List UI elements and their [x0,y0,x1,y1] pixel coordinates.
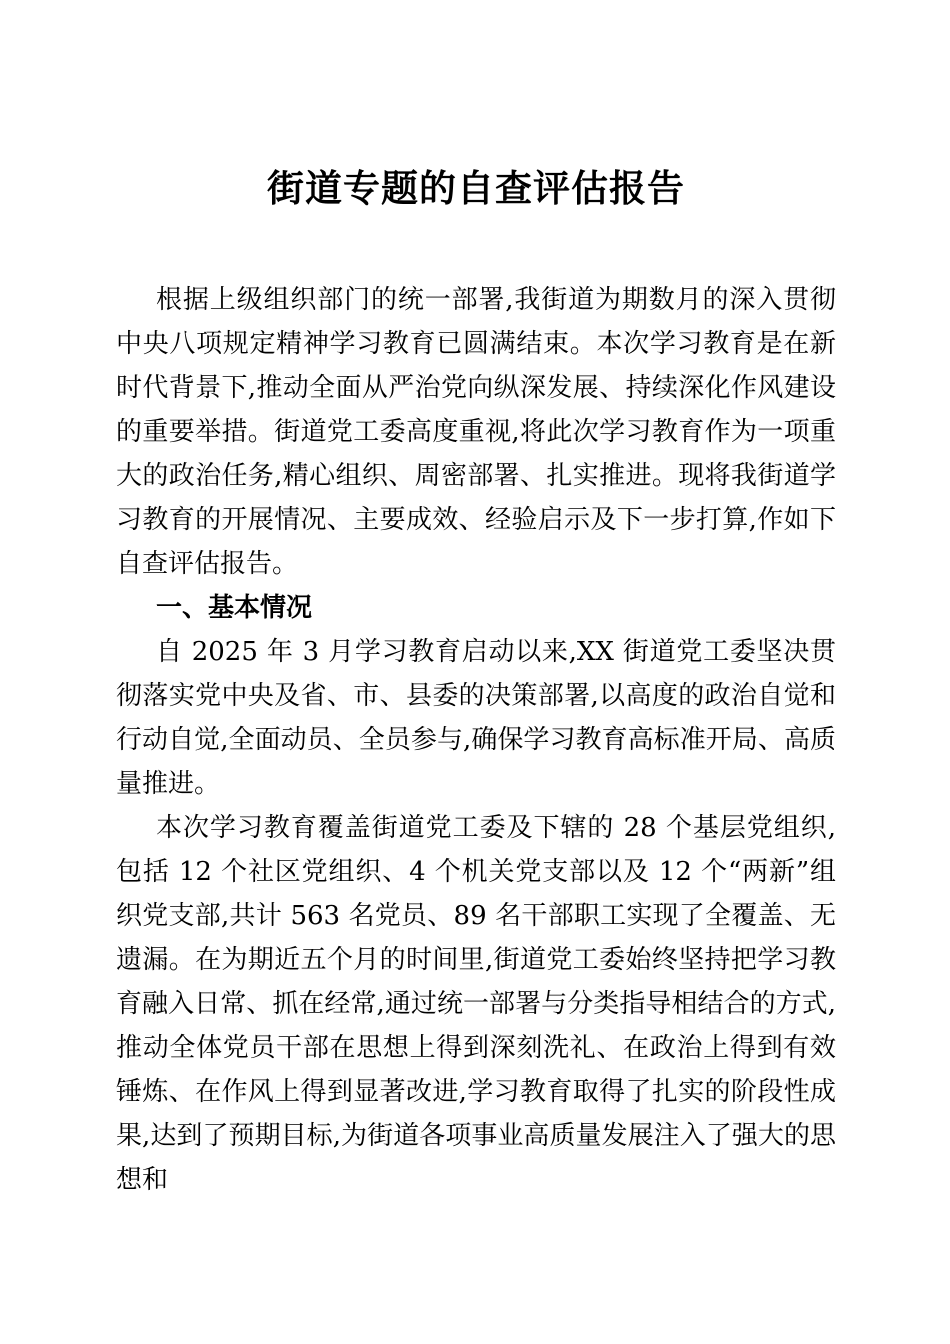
paragraph-launch-overview: 自 2025 年 3 月学习教育启动以来,XX 街道党工委坚决贯彻落实党中央及省、市、县委的决策部署,以高度的政治自觉和行动自觉,全面动员、全员参与,确保学习教育高标准开局、高质量推进。 [116,637,836,799]
paragraph-coverage-results: 本次学习教育覆盖街道党工委及下辖的 28 个基层党组织,包括 12 个社区党组织、4 个机关党支部以及 12 个“两新”组织党支部,共计 563 名党员、89 名干部职工实现了全覆盖、无遗漏。在为期近五个月的时间里,街道党工委始终坚持把学习教育融入日常、抓在经常,通过统一部署与分类指导相结合的方式,推动全体党员干部在思想上得到深刻洗礼、在政治上得到有效锤炼、在作风上得到显著改进,学习教育取得了扎实的阶段性成果,达到了预期目标,为街道各项事业高质量发展注入了强大的思想和 [116,813,836,1195]
section-heading-basic-situation: 一、基本情况 [156,593,313,623]
document-title: 街道专题的自查评估报告 [267,166,685,210]
paragraph-intro: 根据上级组织部门的统一部署,我街道为期数月的深入贯彻中央八项规定精神学习教育已圆满结束。本次学习教育是在新时代背景下,推动全面从严治党向纵深发展、持续深化作风建设的重要举措。街道党工委高度重视,将此次学习教育作为一项重大的政治任务,精心组织、周密部署、扎实推进。现将我街道学习教育的开展情况、主要成效、经验启示及下一步打算,作如下自查评估报告。 [116,285,836,579]
